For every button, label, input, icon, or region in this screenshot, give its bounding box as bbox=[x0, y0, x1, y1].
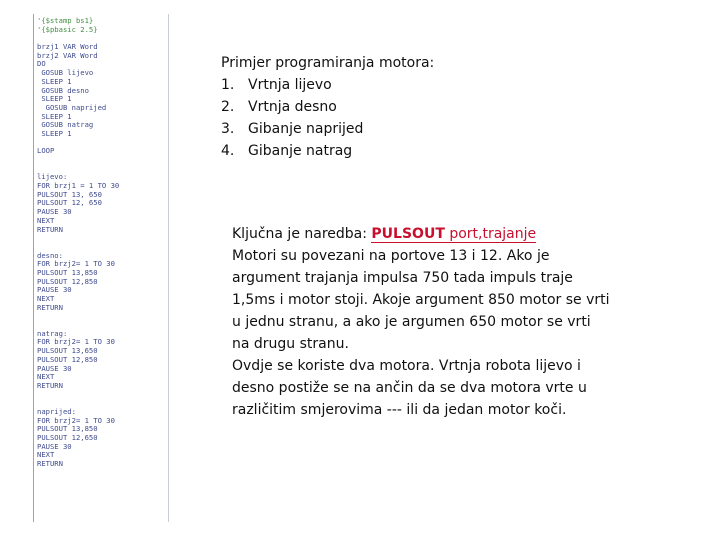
code-line: desno: bbox=[37, 250, 63, 260]
code-line: '{$stamp bs1} bbox=[37, 16, 94, 25]
code-line: SLEEP 1 bbox=[37, 111, 72, 121]
code-line: brzj2 VAR Word bbox=[37, 50, 98, 60]
code-line bbox=[37, 139, 168, 148]
code-line: NEXT bbox=[37, 450, 55, 460]
code-line: PULSOUT 12,850 bbox=[37, 276, 98, 286]
code-line: lijevo: bbox=[37, 172, 68, 182]
code-line: NEXT bbox=[37, 372, 55, 382]
code-line: RETURN bbox=[37, 380, 63, 390]
code-line: '{$pbasic 2.5} bbox=[37, 24, 98, 34]
list-item bbox=[221, 140, 434, 162]
code-line: PULSOUT 13,850 bbox=[37, 267, 98, 277]
code-line: FOR brzj1 = 1 TO 30 bbox=[37, 181, 120, 191]
code-line: PULSOUT 12,650 bbox=[37, 433, 98, 442]
code-line: RETURN bbox=[37, 224, 63, 234]
code-line: PULSOUT 13,850 bbox=[37, 424, 98, 434]
code-line: PAUSE 30 bbox=[37, 285, 72, 295]
code-line: NEXT bbox=[37, 294, 55, 303]
motor-ports-paragraph: Motori su povezani na portove 13 i 12. Ako je argument trajanja impulsa 750 tada impuls traje 1,5ms i motor stoji. Akoje argument 850 motor se vrti u jednu stranu, a ako je argumen 650 motor se vrti na drugu stranu. bbox=[232, 248, 610, 352]
key-command-intro: Ključna je naredba: bbox=[232, 226, 372, 242]
code-line: RETURN bbox=[37, 459, 63, 469]
code-line: SLEEP 1 bbox=[37, 128, 72, 138]
code-line: naprijed: bbox=[37, 406, 76, 416]
key-command-keyword: PULSOUT bbox=[371, 226, 445, 242]
code-line bbox=[37, 234, 168, 243]
two-motors-paragraph: Ovdje se koriste dva motora. Vrtnja robota lijevo i desno postiže se na ančin da se dva motora vrte u različitim smjerovima --- ili da jedan motor koči. bbox=[232, 358, 587, 418]
code-line: PAUSE 30 bbox=[37, 363, 72, 373]
code-line bbox=[37, 156, 168, 165]
list-item-label: Gibanje natrag bbox=[248, 143, 353, 159]
program-list-title: Primjer programiranja motora: bbox=[221, 55, 435, 71]
code-line: PULSOUT 13, 650 bbox=[37, 189, 102, 199]
list-item bbox=[221, 96, 434, 118]
code-line: GOSUB lijevo bbox=[37, 68, 94, 78]
list-item-number: 2. bbox=[221, 99, 235, 115]
code-line: GOSUB natrag bbox=[37, 120, 94, 130]
program-list-items bbox=[221, 74, 434, 162]
code-line: PULSOUT 13,650 bbox=[37, 346, 98, 356]
code-line: RETURN bbox=[37, 302, 63, 312]
code-line: SLEEP 1 bbox=[37, 76, 72, 86]
list-item bbox=[221, 118, 434, 140]
code-line: GOSUB naprijed bbox=[37, 102, 107, 112]
code-line: FOR brzj2= 1 TO 30 bbox=[37, 415, 115, 425]
code-line: FOR brzj2= 1 TO 30 bbox=[37, 337, 115, 347]
list-item-label: Gibanje naprijed bbox=[248, 121, 364, 137]
list-item-label: Vrtnja desno bbox=[248, 99, 337, 115]
program-example-list bbox=[221, 52, 434, 162]
code-line: FOR brzj2= 1 TO 30 bbox=[37, 259, 115, 269]
code-line: GOSUB desno bbox=[37, 85, 89, 95]
list-item-number: 1. bbox=[221, 77, 235, 93]
code-line: DO bbox=[37, 59, 46, 69]
code-line: PULSOUT 12,850 bbox=[37, 354, 98, 364]
list-item-number: 4. bbox=[221, 143, 235, 159]
code-line bbox=[37, 312, 168, 321]
key-command-line bbox=[232, 223, 612, 245]
code-line: PULSOUT 12, 650 bbox=[37, 198, 102, 208]
list-item bbox=[221, 74, 434, 96]
code-line: brzj1 VAR Word bbox=[37, 42, 98, 52]
list-item-number: 3. bbox=[221, 121, 235, 137]
key-command-underline bbox=[371, 226, 536, 243]
code-line: LOOP bbox=[37, 146, 55, 156]
code-line bbox=[37, 391, 168, 400]
key-command-args: port,trajanje bbox=[444, 226, 537, 242]
code-line: PAUSE 30 bbox=[37, 441, 72, 451]
code-line: NEXT bbox=[37, 215, 55, 225]
code-line: SLEEP 1 bbox=[37, 94, 72, 104]
list-item-label: Vrtnja lijevo bbox=[248, 77, 332, 93]
description-block bbox=[232, 223, 612, 421]
code-line: natrag: bbox=[37, 328, 68, 338]
code-line: PAUSE 30 bbox=[37, 207, 72, 217]
code-screenshot-panel bbox=[33, 14, 169, 522]
